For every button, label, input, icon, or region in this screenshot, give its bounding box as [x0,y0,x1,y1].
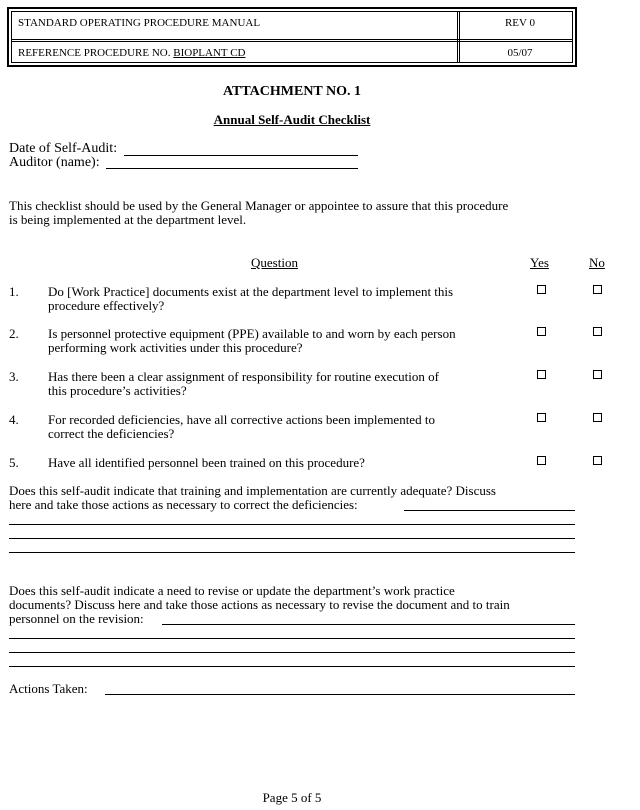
training-answer-line[interactable] [9,538,575,539]
revise-question-line-1: Does this self-audit indicate a need to revise or update the department’s work practice [9,583,455,598]
reference-prefix: REFERENCE PROCEDURE NO. [18,47,171,59]
training-answer-line[interactable] [9,524,575,525]
training-question-line-2: here and take those actions as necessary to correct the deficiencies: [9,497,358,512]
training-answer-field[interactable] [404,510,575,511]
q5-no-checkbox[interactable] [593,456,602,465]
reference-procedure [18,46,245,60]
revise-answer-line[interactable] [9,666,575,667]
date-label: Date of Self-Audit: [9,141,118,156]
question-text-line-2: performing work activities under this procedure? [48,340,303,355]
q5-yes-checkbox[interactable] [537,456,546,465]
revise-question-line-3: personnel on the revision: [9,611,144,626]
question-text-line-1: Is personnel protective equipment (PPE) available to and worn by each person [48,326,456,341]
revision-label: REV 0 [504,17,536,29]
checklist-title: Annual Self-Audit Checklist [213,112,371,127]
question-text-line-1: Do [Work Practice] documents exist at the department level to implement this [48,284,454,299]
auditor-label: Auditor (name): [9,155,100,170]
header-table [7,7,577,67]
q4-no-checkbox[interactable] [593,413,602,422]
yes-column-header: Yes [530,255,549,270]
question-text-line-2: correct the deficiencies? [48,426,175,441]
q4-yes-checkbox[interactable] [537,413,546,422]
intro-line-1: This checklist should be used by the General Manager or appointee to assure that this procedure [9,198,509,213]
q2-yes-checkbox[interactable] [537,327,546,336]
header-col-divider [457,12,458,62]
question-text-line-1: Have all identified personnel been trained on this procedure? [48,455,365,470]
actions-taken-label: Actions Taken: [9,681,88,696]
manual-title: STANDARD OPERATING PROCEDURE MANUAL [18,17,261,29]
training-question-line-1: Does this self-audit indicate that training and implementation are currently adequate? Discuss [9,483,496,498]
revise-answer-field[interactable] [162,624,575,625]
header-row-divider [12,39,572,40]
question-text-line-2: procedure effectively? [48,298,165,313]
question-number: 2. [9,326,19,341]
question-text-line-1: For recorded deficiencies, have all corrective actions been implemented to [48,412,435,427]
q1-yes-checkbox[interactable] [537,285,546,294]
training-answer-line[interactable] [9,552,575,553]
revise-answer-line[interactable] [9,652,575,653]
q3-no-checkbox[interactable] [593,370,602,379]
date-field[interactable] [124,155,358,156]
question-number: 1. [9,284,19,299]
no-column-header: No [589,255,605,270]
q1-no-checkbox[interactable] [593,285,602,294]
intro-line-2: is being implemented at the department level. [9,212,247,227]
revise-answer-line[interactable] [9,638,575,639]
question-text-line-2: this procedure’s activities? [48,383,187,398]
header-date: 05/07 [507,47,533,59]
question-text-line-1: Has there been a clear assignment of responsibility for routine execution of [48,369,439,384]
question-number: 3. [9,369,19,384]
reference-code: BIOPLANT CD [173,47,246,59]
question-number: 5. [9,455,19,470]
auditor-field[interactable] [106,168,358,169]
actions-taken-field[interactable] [105,694,575,695]
attachment-title: ATTACHMENT NO. 1 [222,84,362,99]
revise-question-line-2: documents? Discuss here and take those actions as necessary to revise the document and to train [9,597,510,612]
page-number: Page 5 of 5 [262,790,322,805]
question-number: 4. [9,412,19,427]
header-row-divider-double [12,41,572,42]
q2-no-checkbox[interactable] [593,327,602,336]
q3-yes-checkbox[interactable] [537,370,546,379]
question-column-header: Question [251,255,298,270]
